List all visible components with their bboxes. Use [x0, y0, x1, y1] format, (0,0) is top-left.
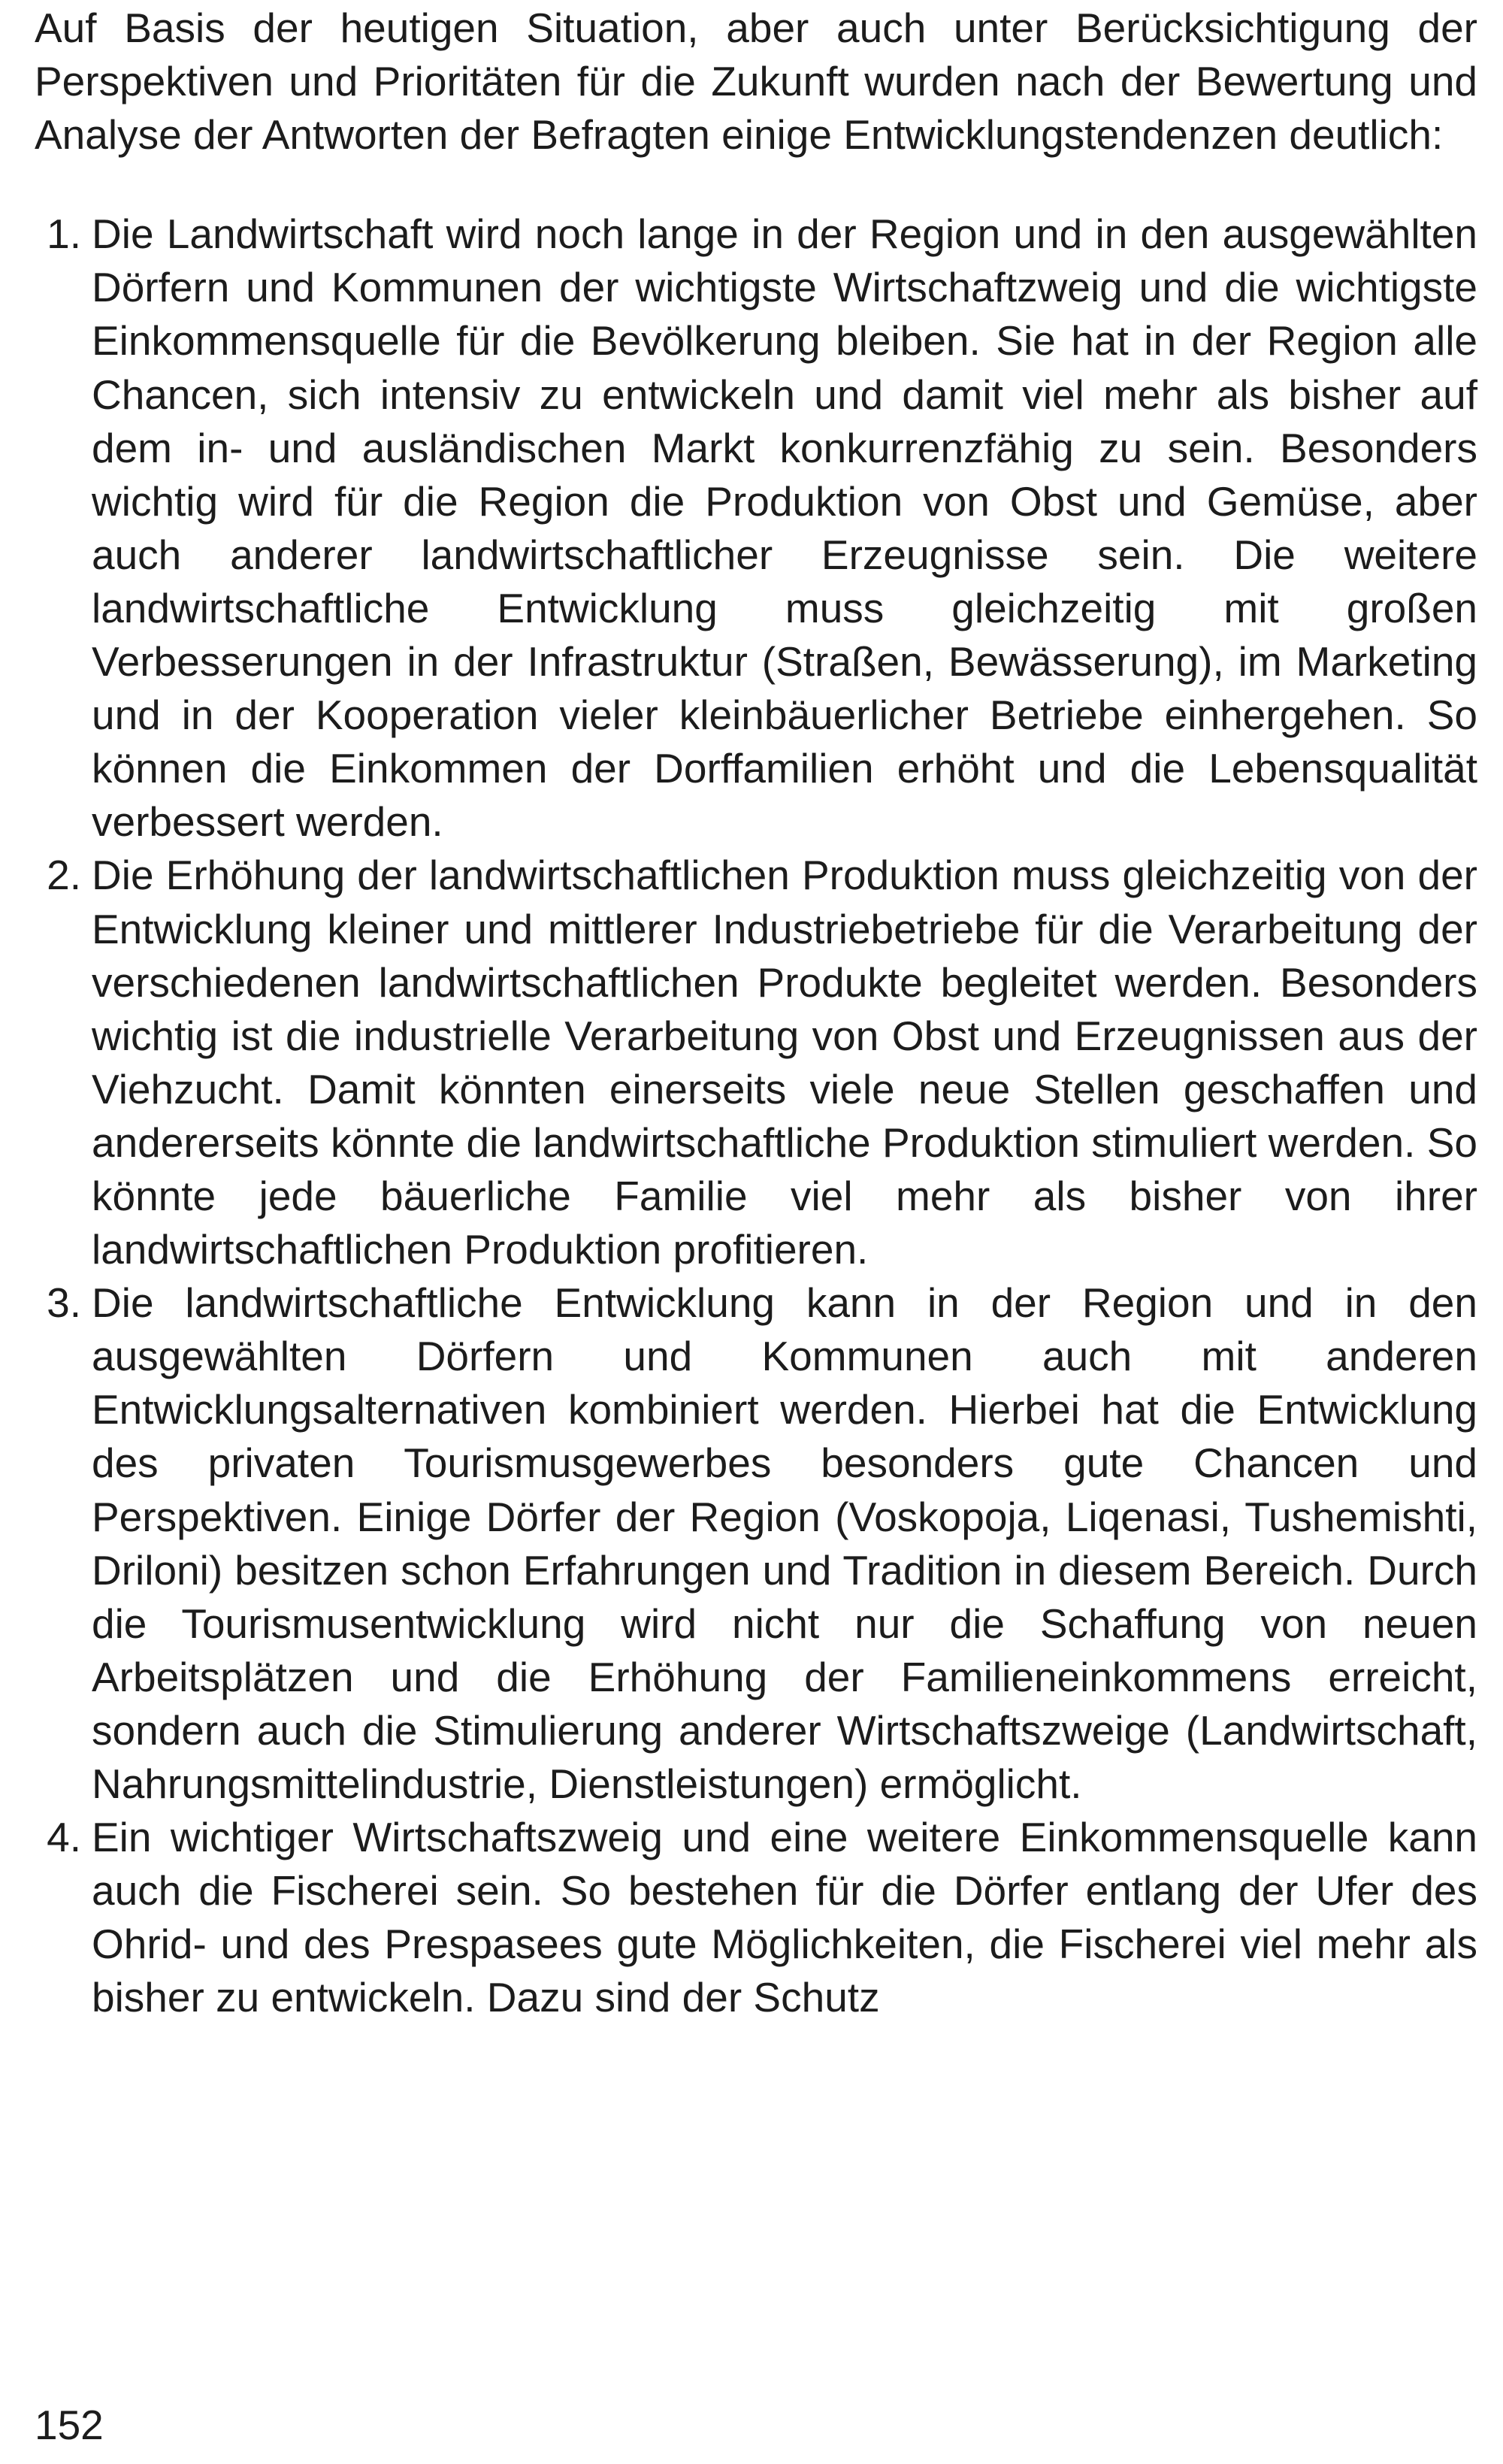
list-item-text: Die landwirtschaftliche Entwicklung kann in der Region und in den ausgewählten Dörfern und Kommunen auch mit anderen Entwicklungsalternativen kombiniert werden. Hierbei hat die Entwicklung des privaten Tourismusgewerbes besonders gute Chancen und Perspektiven. Einige Dörfer der Region (Voskopoja, Liqenasi, Tushemishti, Driloni) besitzen schon Erfahrungen und Tradition in diesem Bereich. Durch die Tourismusentwicklung wird nicht nur die Schaffung von neuen Arbeitsplätzen und die Erhöhung der Familieneinkommens erreicht, sondern auch die Stimulierung anderer Wirtschaftszweige (Landwirtschaft, Nahrungsmittelindustrie, Dienstleistungen) ermöglicht.	[92, 1279, 1477, 1807]
list-item-text: Die Landwirtschaft wird noch lange in der Region und in den ausgewählten Dörfern und Kommunen der wichtigste Wirtschaftzweig und die wichtigste Einkommensquelle für die Bevölkerung bleiben. Sie hat in der Region alle Chancen, sich intensiv zu entwickeln und damit viel mehr als bisher auf dem in- und ausländischen Markt konkurrenzfähig zu sein. Besonders wichtig wird für die Region die Produktion von Obst und Gemüse, aber auch anderer landwirtschaftlicher Erzeugnisse sein. Die weitere landwirtschaftliche Entwicklung muss gleichzeitig mit großen Verbesserungen in der Infrastruktur (Straßen, Bewässerung), im Marketing und in der Kooperation vieler kleinbäuerlicher Betriebe einhergehen. So können die Einkommen der Dorffamilien erhöht und die Lebensqualität verbessert werden.	[92, 210, 1477, 846]
page-number: 152	[35, 2402, 104, 2448]
list-item-text: Die Erhöhung der landwirtschaftlichen Produktion muss gleichzeitig von der Entwicklung kleiner und mittlerer Industriebetriebe für die Verarbeitung der verschiedenen landwirtschaftlichen Produkte begleitet werden. Besonders wichtig ist die industrielle Verarbeitung von Obst und Erzeugnissen aus der Viehzucht. Damit könnten einerseits viele neue Stellen geschaffen und andererseits könnte die landwirtschaftliche Produktion stimuliert werden. So könnte jede bäuerliche Familie viel mehr als bisher von ihrer landwirtschaftlichen Produktion profitieren.	[92, 852, 1477, 1273]
list-item-number: 4.	[47, 1814, 81, 1861]
list-item-number: 1.	[47, 210, 81, 258]
list-item-number: 2.	[47, 852, 81, 899]
intro-paragraph: Auf Basis der heutigen Situation, aber auch unter Berücksichtigung der Perspektiven und Prioritäten für die Zukunft wurden nach der Bewertung und Analyse der Antworten der Befragten einige Entwicklungstendenzen deutlich:	[35, 5, 1477, 159]
list-item-text: Ein wichtiger Wirtschaftszweig und eine weitere Einkommensquelle kann auch die Fischerei sein. So bestehen für die Dörfer entlang der Ufer des Ohrid- und des Prespasees gute Möglichkeiten, die Fischerei viel mehr als bisher zu entwickeln. Dazu sind der Schutz	[92, 1814, 1477, 2021]
body-text	[35, 2, 1477, 2024]
list-item-number: 3.	[47, 1279, 81, 1327]
document-page	[35, 0, 1477, 2464]
numbered-list	[35, 207, 1477, 2024]
list-item	[35, 207, 1477, 849]
list-item	[35, 1276, 1477, 1811]
list-item	[35, 1811, 1477, 2024]
list-item	[35, 849, 1477, 1276]
